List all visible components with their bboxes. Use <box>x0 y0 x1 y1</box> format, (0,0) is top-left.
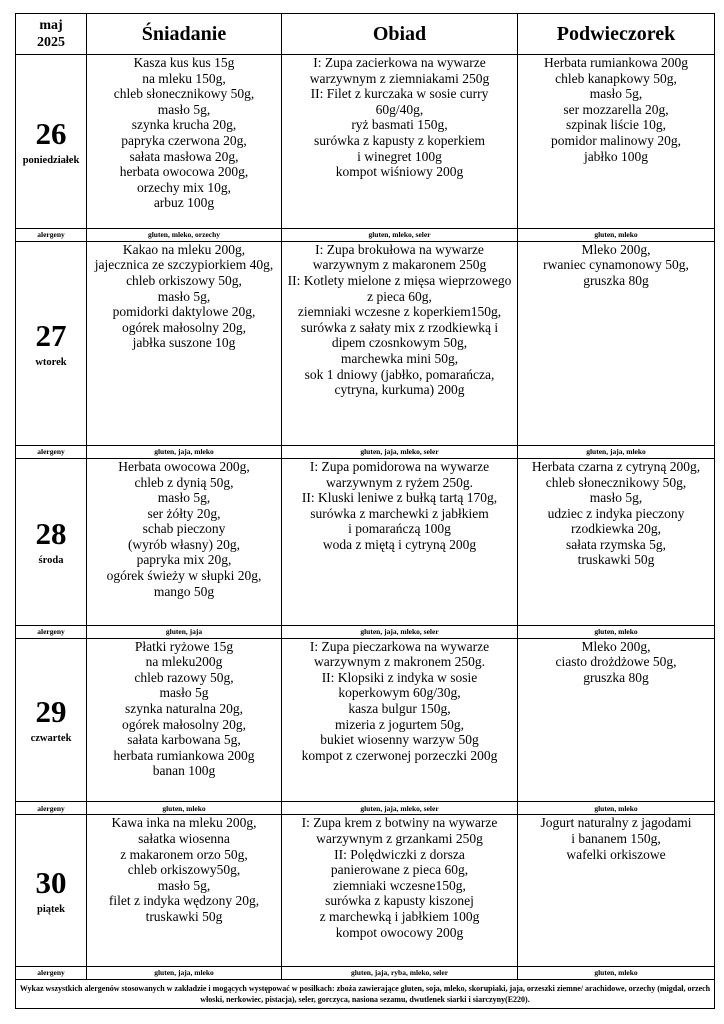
allergens-value: gluten, jaja, mleko <box>87 445 282 458</box>
menu-line: chleb słonecznikowy 50g, <box>113 86 255 102</box>
menu-line: ser żółty 20g, <box>147 505 221 521</box>
menu-line: pomidorki daktylowe 20g, <box>112 304 256 320</box>
menu-line: kompot owocowy 200g <box>335 924 464 940</box>
menu-line: na mleku 150g, <box>142 70 226 86</box>
day-name: środa <box>38 555 64 567</box>
menu-line: warzywnym z grzankami 250g <box>316 830 483 846</box>
menu-line: dipem czosnkowym 50g, <box>331 335 468 351</box>
allergens-value: gluten, mleko, orzechy <box>87 228 282 241</box>
menu-line: chleb orkiszowy50g, <box>127 862 241 878</box>
menu-line: warzywnym z ryżem 250g. <box>326 474 473 490</box>
menu-line: i winegret 100g <box>357 148 442 164</box>
allergens-value: gluten, jaja <box>87 625 282 638</box>
header-row <box>16 14 715 55</box>
menu-line: wafelki orkiszowe <box>566 846 666 862</box>
allergens-value: gluten, mleko <box>518 966 715 979</box>
allergens-label: alergeny <box>16 228 87 241</box>
allergens-label: alergeny <box>16 625 87 638</box>
menu-line: banan 100g <box>152 763 216 779</box>
allergens-value: gluten, mleko, seler <box>282 228 518 241</box>
menu-line: Kasza kus kus 15g <box>133 55 235 70</box>
menu-line: gruszka 80g <box>583 273 649 288</box>
menu-line: I: Zupa brokułowa na wywarze <box>315 241 484 257</box>
menu-line: mizeria z jogurtem 50g, <box>335 716 464 732</box>
day-row <box>16 241 715 445</box>
allergens-value: gluten, mleko <box>518 625 715 638</box>
menu-line: herbata rumiankowa 200g <box>113 747 255 763</box>
menu-line: sałatka wiosenna <box>138 830 230 846</box>
day-name: poniedziałek <box>22 154 80 166</box>
menu-line: surówka z kapusty z koperkiem <box>314 132 485 148</box>
menu-line: chleb orkiszowy 50g, <box>126 273 242 288</box>
year-label: 2025 <box>37 35 65 50</box>
allergens-value: gluten, jaja, ryba, mleko, seler <box>282 966 518 979</box>
menu-line: sok 1 dniowy (jabłko, pomarańcza, <box>304 366 495 382</box>
lunch-column-header: Obiad <box>282 14 518 55</box>
menu-line: II: Kluski leniwe z bułką tartą 170g, <box>301 490 498 506</box>
day-number: 30 <box>35 865 67 901</box>
menu-line: bukiet wiosenny warzyw 50g <box>320 732 479 748</box>
day-cell <box>16 55 87 229</box>
menu-line: masło 5g, <box>157 101 211 117</box>
menu-line: ciasto drożdżowe 50g, <box>555 654 677 670</box>
menu-line: ziemniaki wczesne150g, <box>333 877 466 893</box>
allergens-value: gluten, jaja, mleko, seler <box>282 445 518 458</box>
allergens-value: gluten, jaja, mleko <box>87 966 282 979</box>
menu-line: masło 5g <box>159 685 209 701</box>
menu-line: na mleku200g <box>145 654 223 670</box>
weekly-menu-table <box>15 13 715 1009</box>
menu-line: filet z indyka wędzony 20g, <box>108 893 260 909</box>
day-name: wtorek <box>35 356 67 368</box>
day-cell <box>16 241 87 445</box>
menu-body <box>16 55 715 980</box>
menu-line: ser mozzarella 20g, <box>563 101 669 117</box>
menu-line: warzywnym z makaronem 250g <box>312 257 487 273</box>
allergens-value: gluten, jaja, mleko <box>518 445 715 458</box>
menu-line: rzodkiewka 20g, <box>571 521 661 537</box>
menu-line: jabłka suszone 10g <box>132 335 236 351</box>
menu-line: szpinak liście 10g, <box>565 117 667 133</box>
day-cell <box>16 638 87 802</box>
breakfast-cell <box>87 638 282 802</box>
menu-line: 60g/40g, <box>375 101 424 117</box>
menu-line: orzechy mix 10g, <box>136 179 232 195</box>
allergens-value: gluten, jaja, mleko, seler <box>282 625 518 638</box>
breakfast-cell <box>87 241 282 445</box>
menu-line: I: Zupa krem z botwiny na wywarze <box>301 815 498 831</box>
day-row <box>16 55 715 229</box>
snack-cell <box>518 458 715 625</box>
breakfast-column-header: Śniadanie <box>87 14 282 55</box>
menu-line: arbuz 100g <box>153 195 215 211</box>
menu-line: ziemniaki wczesne z koperkiem150g, <box>297 304 502 320</box>
snack-cell <box>518 815 715 966</box>
menu-line: z makaronem orzo 50g, <box>120 846 248 862</box>
menu-line: masło 5g, <box>157 490 211 506</box>
snack-cell <box>518 55 715 229</box>
menu-line: II: Filet z kurczaka w sosie curry <box>310 86 489 102</box>
menu-line: sałata masłowa 20g, <box>129 148 239 164</box>
menu-line: z pieca 60g, <box>367 288 432 304</box>
menu-line: mango 50g <box>153 583 215 599</box>
menu-line: truskawki 50g <box>577 552 655 568</box>
menu-line: jajecznica ze szczypiorkiem 40g, <box>94 257 274 273</box>
footer-row <box>16 980 715 1009</box>
menu-line: Mleko 200g, <box>581 241 651 257</box>
menu-line: II: Kotlety mielone z mięsa wieprzowego <box>287 273 512 288</box>
lunch-cell <box>282 638 518 802</box>
menu-line: warzywnym z makronem 250g. <box>314 654 485 670</box>
menu-line: truskawki 50g <box>145 908 223 924</box>
allergens-row <box>16 802 715 815</box>
menu-line: Herbata owocowa 200g, <box>118 458 250 474</box>
allergens-label: alergeny <box>16 802 87 815</box>
allergens-value: gluten, jaja, mleko, seler <box>282 802 518 815</box>
menu-line: ryż basmati 150g, <box>351 117 448 133</box>
menu-line: I: Zupa zacierkowa na wywarze <box>313 55 486 70</box>
day-number: 27 <box>35 317 67 353</box>
allergens-row <box>16 966 715 979</box>
menu-line: warzywnym z ziemniakami 250g <box>309 70 490 86</box>
menu-line: surówka z marchewki z jabłkiem <box>310 505 489 521</box>
day-cell <box>16 815 87 966</box>
menu-line: marchewka mini 50g, <box>340 350 459 366</box>
menu-line: Herbata czarna z cytryną 200g, <box>531 458 701 474</box>
menu-line: chleb razowy 50g, <box>134 669 234 685</box>
menu-line: ogórek małosolny 20g, <box>121 716 247 732</box>
menu-line: szynka naturalna 20g, <box>124 701 244 717</box>
lunch-cell <box>282 241 518 445</box>
menu-line: panierowane z pieca 60g, <box>330 862 469 878</box>
menu-line: jabłko 100g <box>583 148 649 164</box>
day-name: piątek <box>36 904 65 916</box>
menu-line: sałata karbowana 5g, <box>127 732 241 748</box>
menu-line: Kakao na mleku 200g, <box>122 241 246 257</box>
snack-cell <box>518 638 715 802</box>
day-row <box>16 815 715 966</box>
menu-line: szynka krucha 20g, <box>131 117 237 133</box>
menu-line: kompot wiśniowy 200g <box>335 164 464 180</box>
menu-line: II: Polędwiczki z dorsza <box>334 846 465 862</box>
menu-line: kasza bulgur 150g, <box>348 701 451 717</box>
allergens-row <box>16 445 715 458</box>
menu-line: chleb z dynią 50g, <box>134 474 234 490</box>
menu-line: Herbata rumiankowa 200g <box>544 55 688 70</box>
menu-line: masło 5g, <box>157 877 211 893</box>
allergens-value: gluten, mleko <box>518 802 715 815</box>
month-year-header <box>16 14 87 55</box>
menu-line: masło 5g, <box>589 490 643 506</box>
breakfast-cell <box>87 458 282 625</box>
snack-column-header: Podwieczorek <box>518 14 715 55</box>
menu-line: woda z miętą i cytryną 200g <box>322 536 477 552</box>
menu-line: rwaniec cynamonowy 50g, <box>543 257 689 273</box>
lunch-cell <box>282 458 518 625</box>
allergens-value: gluten, mleko <box>87 802 282 815</box>
menu-line: ogórek małosolny 20g, <box>121 319 247 335</box>
menu-line: Płatki ryżowe 15g <box>134 638 234 654</box>
menu-line: (wyrób własny) 20g, <box>127 536 241 552</box>
menu-line: sałata rzymska 5g, <box>565 536 667 552</box>
day-name: czwartek <box>30 733 72 745</box>
menu-line: papryka czerwona 20g, <box>121 132 247 148</box>
menu-line: ogórek świeży w słupki 20g, <box>106 568 262 584</box>
menu-line: herbata owocowa 200g, <box>119 164 249 180</box>
menu-line: I: Zupa pomidorowa na wywarze <box>309 458 490 474</box>
menu-line: chleb kanapkowy 50g, <box>555 70 677 86</box>
menu-line: masło 5g, <box>157 288 211 304</box>
allergens-row <box>16 625 715 638</box>
allergens-value: gluten, mleko <box>518 228 715 241</box>
menu-line: udziec z indyka pieczony <box>547 505 685 521</box>
menu-line: kompot z czerwonej porzeczki 200g <box>301 747 498 763</box>
day-number: 28 <box>35 516 67 552</box>
menu-line: chleb słonecznikowy 50g, <box>545 474 687 490</box>
menu-line: I: Zupa pieczarkowa na wywarze <box>309 638 490 654</box>
menu-line: masło 5g, <box>589 86 643 102</box>
allergen-footer-note: Wykaz wszystkich alergenów stosowanych w zakładzie i mogących występować w posiłkach: zboża zawierające gluten, soja, mleko, skorupiaki, jaja, orzeszki ziemne/ arachidowe, orzechy (migdał, orzech włoski, nerkowiec, pistacja), seler, gorczyca, nasiona sezamu, dwutlenek siarki i siarczyny(E220). <box>16 980 715 1009</box>
menu-line: i pomarańczą 100g <box>348 521 451 537</box>
breakfast-cell <box>87 55 282 229</box>
snack-cell <box>518 241 715 445</box>
allergens-row <box>16 228 715 241</box>
lunch-cell <box>282 55 518 229</box>
breakfast-cell <box>87 815 282 966</box>
menu-line: cytryna, kurkuma) 200g <box>334 382 465 398</box>
menu-line: papryka mix 20g, <box>136 552 232 568</box>
menu-line: z marchewką i jabłkiem 100g <box>319 908 480 924</box>
menu-line: Mleko 200g, <box>581 638 651 654</box>
day-row <box>16 458 715 625</box>
menu-line: Kawa inka na mleku 200g, <box>111 815 257 831</box>
menu-line: i bananem 150g, <box>571 830 661 846</box>
menu-line: surówka z sałaty mix z rzodkiewką i <box>300 319 499 335</box>
menu-line: II: Klopsiki z indyka w sosie <box>321 669 478 685</box>
menu-line: Jogurt naturalny z jagodami <box>540 815 692 831</box>
allergens-label: alergeny <box>16 966 87 979</box>
day-cell <box>16 458 87 625</box>
day-row <box>16 638 715 802</box>
menu-line: koperkowym 60g/30g, <box>338 685 461 701</box>
menu-line: schab pieczony <box>142 521 226 537</box>
menu-line: gruszka 80g <box>583 669 649 685</box>
lunch-cell <box>282 815 518 966</box>
day-number: 29 <box>35 694 67 730</box>
allergens-label: alergeny <box>16 445 87 458</box>
menu-line: pomidor malinowy 20g, <box>550 132 682 148</box>
menu-line: surówka z kapusty kiszonej <box>325 893 474 909</box>
day-number: 26 <box>35 115 67 151</box>
month-label: maj <box>39 18 63 33</box>
